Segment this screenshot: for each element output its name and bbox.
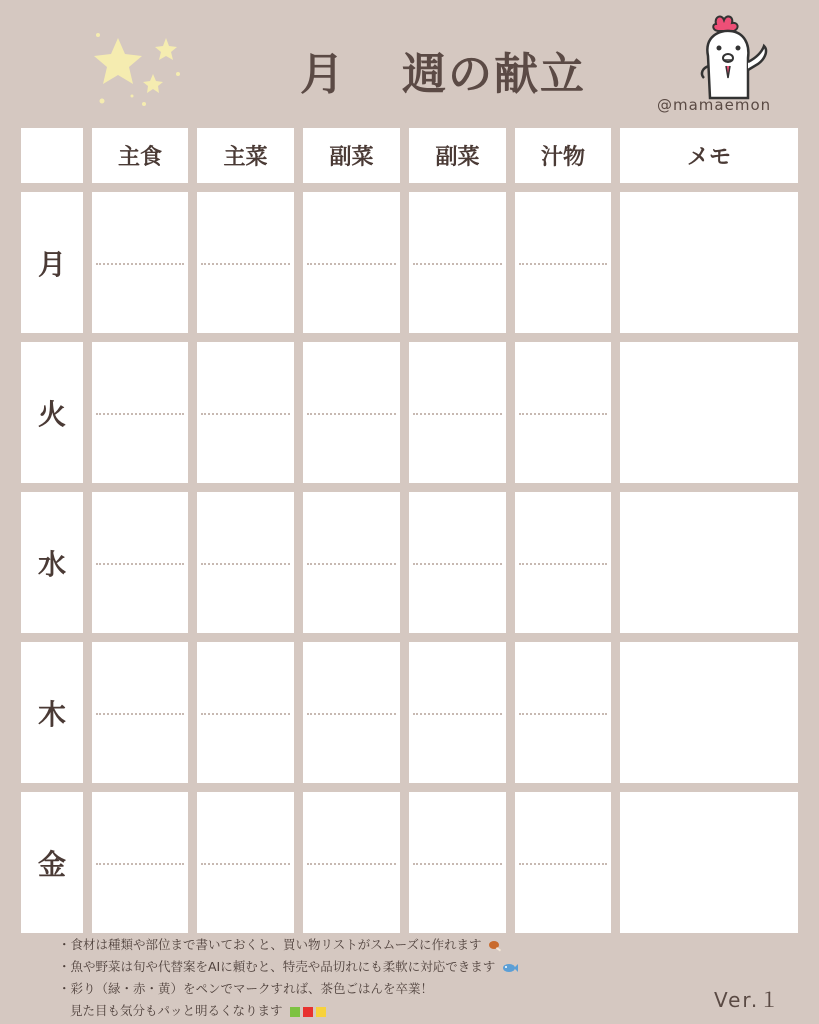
title-text: 週の献立: [402, 49, 586, 100]
meal-cell-wed-side1[interactable]: [303, 492, 400, 633]
column-header-main-dish: 主菜: [197, 128, 294, 183]
day-label-mon: 月: [21, 192, 83, 333]
meal-cell-thu-soup[interactable]: [515, 642, 611, 783]
tip-line-3: ・彩り（緑・赤・黄）をペンでマークすれば、茶色ごはんを卒業！: [58, 981, 434, 996]
big-star-icon: [94, 38, 142, 84]
meal-cell-wed-main[interactable]: [197, 492, 294, 633]
chicken-mascot-icon: [692, 14, 774, 104]
meal-cell-fri-soup[interactable]: [515, 792, 611, 933]
meal-cell-tue-side2[interactable]: [409, 342, 506, 483]
tip-line-2: ・魚や野菜は旬や代替案をAIに頼むと、特売や品切れにも柔軟に対応できます: [58, 956, 698, 978]
green-square-icon: [290, 1007, 300, 1017]
meal-cell-tue-side1[interactable]: [303, 342, 400, 483]
memo-cell-thu[interactable]: [620, 642, 798, 783]
meal-cell-mon-soup[interactable]: [515, 192, 611, 333]
column-header-side-dish-2: 副菜: [409, 128, 506, 183]
memo-cell-fri[interactable]: [620, 792, 798, 933]
page-title: [300, 40, 630, 100]
meal-cell-tue-soup[interactable]: [515, 342, 611, 483]
meal-cell-wed-side2[interactable]: [409, 492, 506, 633]
meal-cell-fri-main[interactable]: [197, 792, 294, 933]
meal-cell-mon-staple[interactable]: [92, 192, 188, 333]
meal-cell-mon-side2[interactable]: [409, 192, 506, 333]
day-label-tue: 火: [21, 342, 83, 483]
version-label: Ver.１: [714, 988, 782, 1012]
day-label-fri: 金: [21, 792, 83, 933]
memo-cell-wed[interactable]: [620, 492, 798, 633]
memo-cell-mon[interactable]: [620, 192, 798, 333]
meal-cell-thu-main[interactable]: [197, 642, 294, 783]
tip-line-1: ・食材は種類や部位まで書いておくと、買い物リストがスムーズに作れます: [58, 934, 698, 956]
fish-icon: [502, 962, 518, 974]
column-header-soup: 汁物: [515, 128, 611, 183]
meal-cell-fri-side1[interactable]: [303, 792, 400, 933]
meal-cell-fri-side2[interactable]: [409, 792, 506, 933]
meal-cell-thu-side2[interactable]: [409, 642, 506, 783]
meal-cell-wed-soup[interactable]: [515, 492, 611, 633]
stars-decoration: [82, 26, 192, 116]
meal-cell-tue-staple[interactable]: [92, 342, 188, 483]
day-label-thu: 木: [21, 642, 83, 783]
small-star-icon: [143, 74, 163, 93]
column-header-staple: 主食: [92, 128, 188, 183]
header-corner-cell: [21, 128, 83, 183]
tip-line-4: 見た目も気分もパッと明るくなります: [58, 1000, 698, 1022]
small-star-icon: [155, 38, 177, 60]
meal-cell-thu-staple[interactable]: [92, 642, 188, 783]
meal-cell-fri-staple[interactable]: [92, 792, 188, 933]
meal-cell-mon-side1[interactable]: [303, 192, 400, 333]
meal-cell-mon-main[interactable]: [197, 192, 294, 333]
red-square-icon: [303, 1007, 313, 1017]
tips-notes: [58, 934, 698, 1022]
column-header-side-dish-1: 副菜: [303, 128, 400, 183]
drumstick-icon: [489, 939, 503, 953]
yellow-square-icon: [316, 1007, 326, 1017]
title-month: 月: [300, 49, 346, 100]
day-label-wed: 水: [21, 492, 83, 633]
column-header-memo: メモ: [620, 128, 798, 183]
meal-cell-wed-staple[interactable]: [92, 492, 188, 633]
meal-cell-thu-side1[interactable]: [303, 642, 400, 783]
instagram-handle: @mamaemon: [657, 96, 772, 114]
memo-cell-tue[interactable]: [620, 342, 798, 483]
meal-cell-tue-main[interactable]: [197, 342, 294, 483]
